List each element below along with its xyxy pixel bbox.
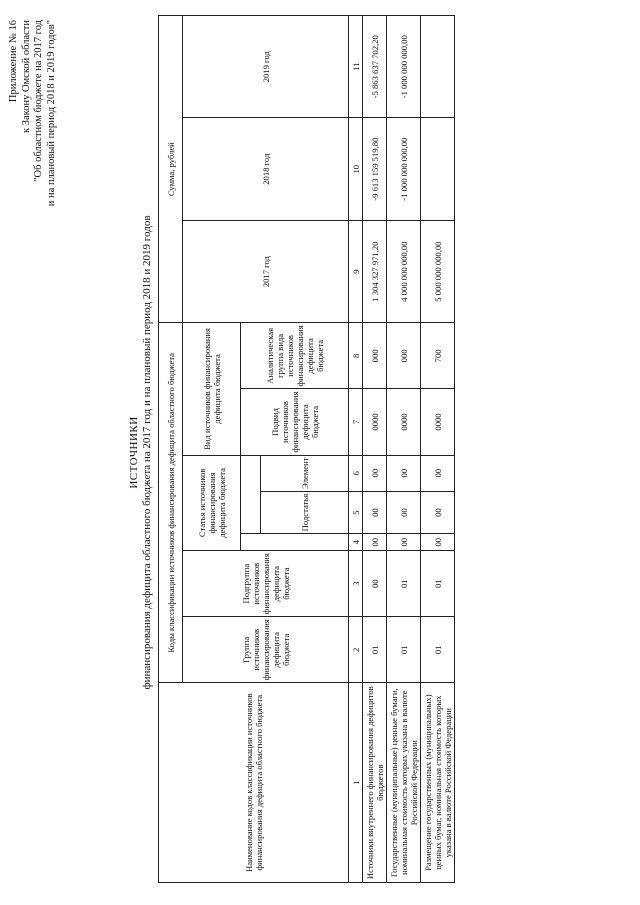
col-num: 10 — [349, 118, 363, 220]
appendix-line-2: к Закону Омской области — [20, 20, 32, 134]
header-kind: Вид источников финансирования дефицита бюджета — [183, 323, 241, 455]
row-code: 01 — [387, 551, 421, 617]
document-title — [128, 0, 154, 905]
col-num: 4 — [349, 534, 363, 551]
row-code: 00 — [387, 534, 421, 551]
col-num: 3 — [349, 551, 363, 617]
header-subarticle: Подстатья — [261, 491, 349, 534]
header-element: Элемент — [261, 455, 349, 491]
row-code: 00 — [387, 491, 421, 534]
header-2017: 2017 год — [183, 220, 349, 322]
header-analytic: Аналитическая группа вида источников финансирования дефицита бюджета — [241, 323, 349, 389]
header-article: Статья источников финансирования дефицита бюджета — [183, 455, 241, 551]
row-code: 00 — [387, 455, 421, 491]
appendix-note — [8, 20, 58, 206]
header-article-blank — [241, 534, 349, 551]
table-row — [363, 16, 387, 883]
table-row — [421, 16, 455, 883]
row-2018: -9 613 159 519,80 — [363, 118, 387, 220]
header-subkind: Подвид источников финансирования дефицита бюджета — [241, 389, 349, 455]
row-code: 01 — [363, 617, 387, 683]
row-name: Государственные (муниципальные) ценные бумаги, номинальная стоимость которых указана в валюте Российской Федерации — [387, 683, 421, 883]
appendix-line-3: "Об областном бюджете на 2017 год — [33, 20, 44, 182]
col-num: 9 — [349, 220, 363, 322]
row-2019: -1 000 000 000,00 — [387, 16, 421, 118]
row-code: 00 — [363, 491, 387, 534]
col-num: 6 — [349, 455, 363, 491]
row-2017: 5 000 000 000,00 — [421, 220, 455, 322]
header-2018: 2018 год — [183, 118, 349, 220]
title-line-2: финансирования дефицита областного бюджета на 2017 год и на плановый период 2018 и 2019 годов — [141, 215, 153, 690]
row-2019: -5 863 637 702,20 — [363, 16, 387, 118]
row-2018 — [421, 118, 455, 220]
header-sum: Сумма, рублей — [159, 16, 183, 323]
row-code: 01 — [421, 551, 455, 617]
row-2017: 4 000 000 000,00 — [387, 220, 421, 322]
col-num: 5 — [349, 491, 363, 534]
sources-table — [158, 15, 455, 883]
header-group: Группа источников финансирования дефицита бюджета — [183, 617, 349, 683]
header-2019: 2019 год — [183, 16, 349, 118]
row-name: Источники внутреннего финансирования дефицитов бюджетов — [363, 683, 387, 883]
row-code: 00 — [421, 491, 455, 534]
header-article-sub-blank — [241, 455, 261, 534]
row-code: 00 — [421, 534, 455, 551]
header-codes: Коды классификации источников финансирования дефицита областного бюджета — [159, 323, 183, 683]
title-line-1: ИСТОЧНИКИ — [128, 416, 140, 489]
col-num: 1 — [349, 683, 363, 883]
col-num: 2 — [349, 617, 363, 683]
header-name: Наименование кодов классификации источников финансирования дефицита областного бюджета — [159, 683, 349, 883]
row-code: 000 — [387, 323, 421, 389]
row-code: 0000 — [363, 389, 387, 455]
row-code: 00 — [363, 455, 387, 491]
row-code: 0000 — [387, 389, 421, 455]
appendix-line-4: и на плановый период 2018 и 2019 годов" — [45, 20, 57, 207]
column-number-row — [349, 16, 363, 883]
table-row — [387, 16, 421, 883]
col-num: 8 — [349, 323, 363, 389]
row-code: 00 — [421, 455, 455, 491]
row-2017: 1 304 327 971,20 — [363, 220, 387, 322]
row-code: 0000 — [421, 389, 455, 455]
row-code: 000 — [363, 323, 387, 389]
header-subgroup: Подгруппа источников финансирования дефицита бюджета — [183, 551, 349, 617]
row-2018: -1 000 000 000,00 — [387, 118, 421, 220]
col-num: 11 — [349, 16, 363, 118]
row-code: 700 — [421, 323, 455, 389]
col-num: 7 — [349, 389, 363, 455]
row-2019 — [421, 16, 455, 118]
row-code: 00 — [363, 534, 387, 551]
row-code: 00 — [363, 551, 387, 617]
row-name: Размещение государственных (муниципальных) ценных бумаг, номинальная стоимость которых указана в валюте Российской Федерации — [421, 683, 455, 883]
row-code: 01 — [387, 617, 421, 683]
appendix-line-1: Приложение № 16 — [8, 20, 19, 103]
row-code: 01 — [421, 617, 455, 683]
